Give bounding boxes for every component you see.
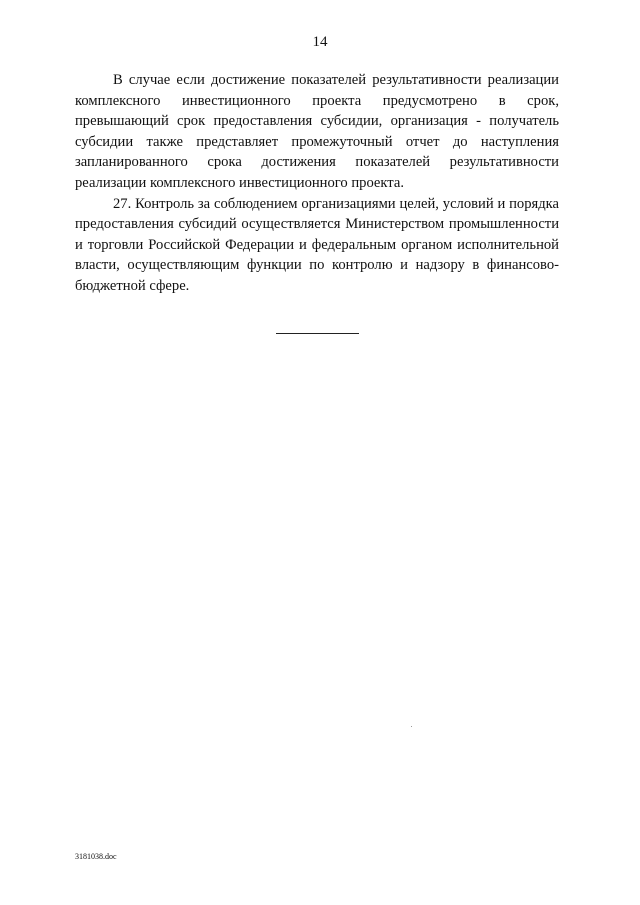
scan-artifact-dot <box>411 726 412 727</box>
paragraph-control-compliance: 27. Контроль за соблюдением организациями целей, условий и порядка предоставления субсидий осуществляется Министерством промышленности и торговли Российской Федерации и федеральным органом исполнительной власти, осуществляющим функции по контролю и надзору в финансово-бюджетной сфере. <box>75 195 559 294</box>
end-separator-line <box>276 333 359 334</box>
body-text <box>75 70 559 297</box>
page-number: 14 <box>312 34 328 50</box>
paragraph-report-deadline: В случае если достижение показателей результативности реализации комплексного инвестиционного проекта предусмотрено в срок, превышающий срок предоставления субсидии, организация - получатель субсидии также представляет промежуточный отчет до наступления запланированного срока достижения показателей результативности реализации комплексного инвестиционного проекта. <box>75 72 559 191</box>
footer-file-name: 3181038.doc <box>75 852 117 861</box>
